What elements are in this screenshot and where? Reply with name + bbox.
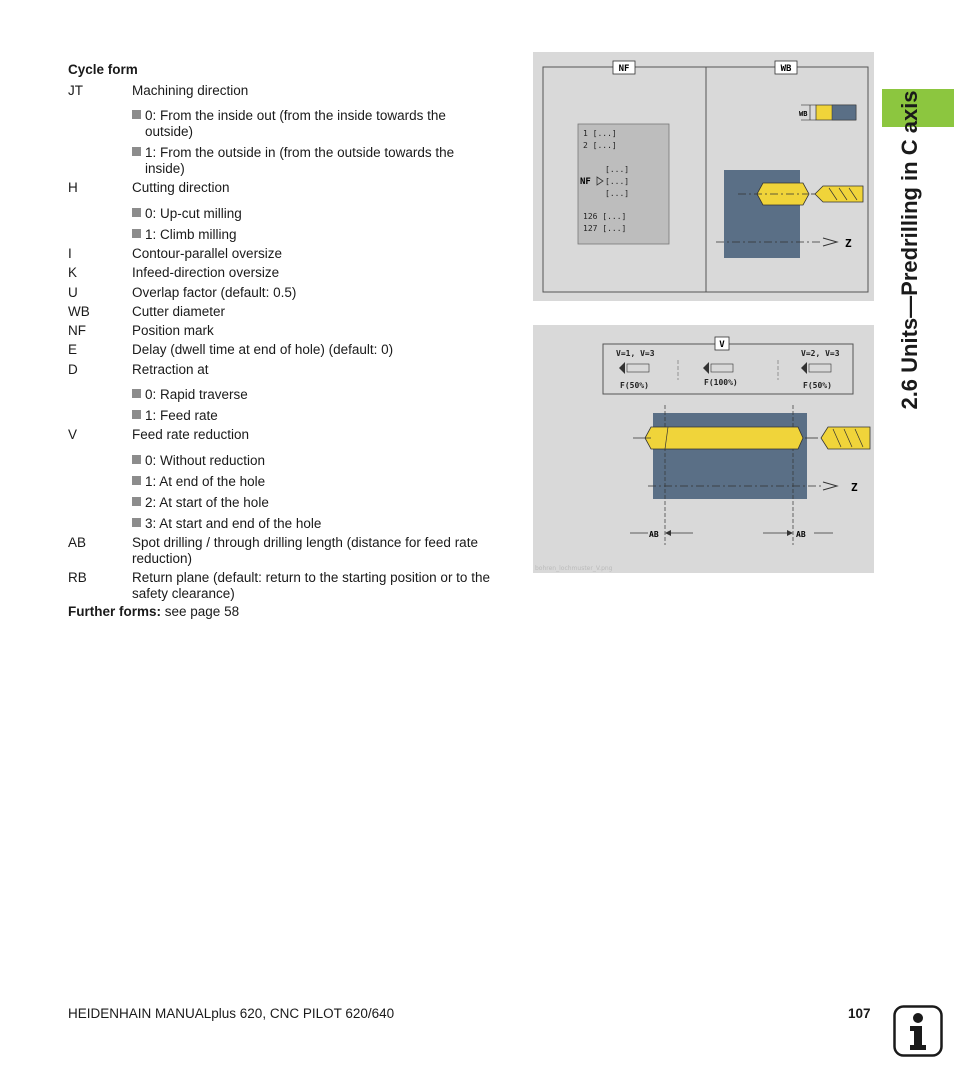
param-code: K [68, 265, 78, 280]
feed-right: F(50%) [803, 381, 832, 390]
option-text: 1: From the outside in (from the outside towards the inside) [145, 145, 455, 176]
listing-line: 1 [...] [583, 129, 617, 138]
listing-line: [...] [605, 189, 630, 198]
param-desc: Machining direction [132, 83, 249, 98]
option-item [132, 145, 502, 176]
v-left-label: V=1, V=3 [616, 349, 655, 358]
v-tag: V [719, 340, 725, 350]
bullet-icon [132, 455, 141, 464]
section-title: Cycle form [68, 62, 138, 77]
figure-nf-wb [533, 52, 874, 301]
option-item [132, 453, 502, 469]
option-text: 1: At end of the hole [145, 474, 266, 489]
option-item [132, 495, 502, 511]
listing-line: [...] [605, 177, 630, 186]
ab-right-label: AB [796, 530, 806, 539]
param-code: V [68, 427, 78, 442]
bullet-icon [132, 476, 141, 485]
chapter-title [880, 70, 940, 430]
footer-title: HEIDENHAIN MANUALplus 620, CNC PILOT 620/640 [68, 1006, 395, 1021]
bullet-icon [132, 229, 141, 238]
z-axis-label: Z [845, 237, 852, 250]
info-icon [893, 1005, 943, 1057]
chapter-title-text: 2.6 Units—Predrilling in C axis [897, 90, 922, 410]
listing-line: 126 [...] [583, 212, 627, 221]
wb-dimension-label: WB [799, 110, 808, 118]
option-item [132, 108, 502, 139]
option-item [132, 206, 502, 222]
bullet-icon [132, 147, 141, 156]
listing-line: 127 [...] [583, 224, 627, 233]
drill-tool-icon [645, 427, 803, 449]
param-code: U [68, 285, 78, 300]
listing-line: [...] [605, 165, 630, 174]
further-forms [68, 604, 239, 619]
param-code: I [68, 246, 72, 261]
param-desc: Spot drilling / through drilling length (distance for feed rate reduction) [132, 535, 478, 566]
param-code: H [68, 180, 78, 195]
option-text: 0: Up-cut milling [145, 206, 242, 221]
param-code: JT [68, 83, 83, 98]
option-item [132, 474, 502, 490]
bullet-icon [132, 410, 141, 419]
bullet-icon [132, 497, 141, 506]
option-text: 0: From the inside out (from the inside towards the outside) [145, 108, 446, 139]
figure-v [533, 325, 874, 573]
param-code: NF [68, 323, 86, 338]
ab-left-label: AB [649, 530, 659, 539]
param-desc: Delay (dwell time at end of hole) (default: 0) [132, 342, 394, 357]
option-text: 3: At start and end of the hole [145, 516, 322, 531]
param-desc: Contour-parallel oversize [132, 246, 283, 261]
further-label: Further forms: [68, 604, 162, 619]
page-number: 107 [848, 1006, 871, 1021]
param-desc: Position mark [132, 323, 214, 338]
bullet-icon [132, 110, 141, 119]
param-code: E [68, 342, 78, 357]
nf-marker: NF [580, 177, 591, 187]
option-text: 2: At start of the hole [145, 495, 269, 510]
bullet-icon [132, 389, 141, 398]
wb-tag: WB [780, 64, 792, 74]
feed-middle: F(100%) [704, 378, 738, 387]
option-text: 1: Feed rate [145, 408, 218, 423]
v-right-label: V=2, V=3 [801, 349, 840, 358]
z-axis-label: Z [851, 481, 858, 494]
option-text: 0: Without reduction [145, 453, 266, 468]
param-desc: Cutter diameter [132, 304, 226, 319]
option-text: 0: Rapid traverse [145, 387, 248, 402]
nf-tag: NF [618, 64, 630, 74]
bullet-icon [132, 208, 141, 217]
bullet-icon [132, 518, 141, 527]
param-desc: Return plane (default: return to the starting position or to the safety clearance) [132, 570, 490, 601]
param-desc: Retraction at [132, 362, 209, 377]
param-desc: Overlap factor (default: 0.5) [132, 285, 297, 300]
option-text: 1: Climb milling [145, 227, 237, 242]
option-item [132, 227, 502, 243]
param-desc: Cutting direction [132, 180, 230, 195]
param-code: AB [68, 535, 87, 550]
option-item [132, 408, 502, 424]
param-code: WB [68, 304, 90, 319]
param-desc: Feed rate reduction [132, 427, 250, 442]
further-link[interactable]: see page 58 [161, 604, 240, 619]
listing-line: 2 [...] [583, 141, 617, 150]
option-item [132, 387, 502, 403]
param-code: D [68, 362, 78, 377]
figure-filename: bohren_lochmuster_V.png [535, 565, 613, 572]
param-desc: Infeed-direction oversize [132, 265, 280, 280]
option-item [132, 516, 502, 532]
feed-left: F(50%) [620, 381, 649, 390]
param-code: RB [68, 570, 87, 585]
